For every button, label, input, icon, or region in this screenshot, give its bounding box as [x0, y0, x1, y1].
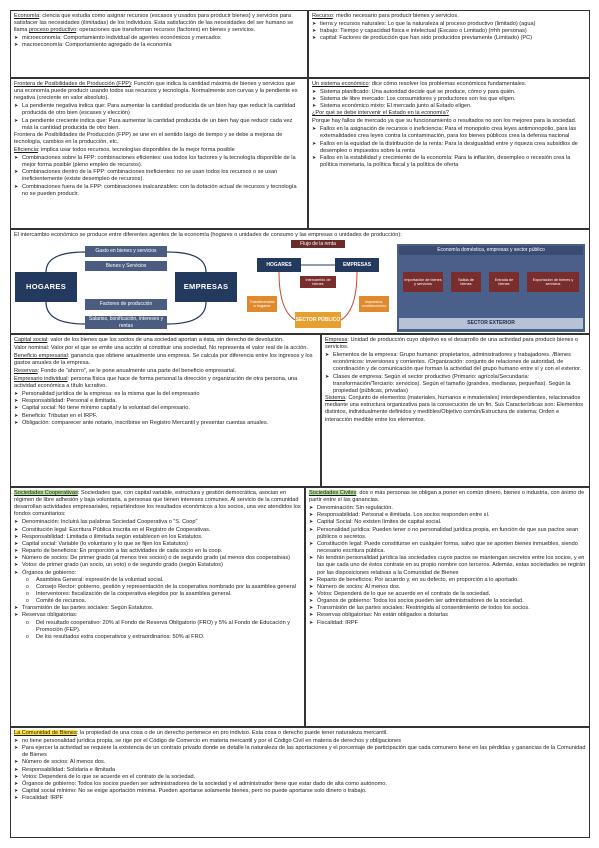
economia-term: Economía — [14, 13, 40, 19]
factores-flow: Factores de producción — [85, 299, 167, 310]
reservas-term: Reservas — [14, 368, 38, 375]
recurso-text: : medio necesario para producir bienes y servicios. — [332, 13, 459, 19]
empresa-box — [321, 334, 590, 487]
empresario-bullet: ➤ Obligación: comparecer ante notario, inscribirse en Registro Mercantil y presentar cuentas anuales. — [14, 420, 317, 427]
micro-bullet: ➤ microeconomía: Comportamiento individual de agentes económicos y mercados — [14, 35, 304, 42]
valor-nominal-text: Valor nominal: Valor por el que se emite una acción al constituir una sociedad. No representa el valor real de la acción. — [14, 344, 308, 351]
empresario-bullet: ➤ Responsabilidad: Personal e ilimitada. — [14, 398, 317, 405]
comunidad-bullet: ➤ Votos: Dependerá de lo que se acuerde en el contrato de la sociedad. — [14, 774, 586, 781]
sector-exterior-label: SECTOR EXTERIOR — [399, 318, 583, 329]
coop-bullet: ➤ Responsabilidad: Limitada o ilimitada según establecen en los Estatutos. — [14, 534, 301, 541]
sector-publico-node: SECTOR PÚBLICO — [295, 312, 341, 328]
recurso-term: Recurso — [312, 13, 333, 19]
flujo-circular-diagram — [10, 229, 590, 334]
estado-answer: Porque hay fallos de mercado ya que su funcionamiento o resultados no son los mejores para la sociedad. — [312, 118, 577, 125]
sistema-term: Sistema — [325, 395, 346, 402]
empresario-bullet: ➤ Capital social: No tiene mínimo capital y la voluntad del empresario. — [14, 405, 317, 412]
coop-bullet: ➤ Órganos de gobierno: — [14, 570, 301, 577]
salarios-flow: Salarios, bonificación, intereses y rentas — [85, 316, 167, 329]
empresa-term: Empresa — [325, 337, 348, 343]
economia-paragraph — [14, 13, 304, 34]
beneficio-text: : ganancia que obtiene anualmente una empresa. Se calcula por diferencia entre los ingresos y los gastos anuales de la empresa. — [14, 352, 313, 367]
civil-bullet: ➤ Transmisión de las partes sociales: Restringida al consentimiento de todos los socios. — [309, 605, 586, 612]
organo-item: o Asamblea General: expresión de la voluntad social. — [14, 577, 301, 584]
cooperativas-box — [10, 487, 305, 727]
empresas-node: EMPRESAS — [175, 272, 237, 302]
coop-bullet: ➤ Transmisión de las partes sociales: Según Estatutos. — [14, 605, 301, 612]
gasto-flow: Gasto en bienes y servicios — [85, 246, 167, 257]
empresario-bullet: ➤ Beneficio: Tributan en el IRPF. — [14, 413, 317, 420]
fallo-bullet: ➤ Fallos en la asignación de recursos o ineficiencia: Para el monopolio crea leyes antimonopolio, para las externalidades crea leyes contra la contaminación, para los bienes públicos crea la defensa nacional — [312, 126, 586, 140]
economia-domestica-label: Economía doméstica, empresas y sector público — [399, 246, 583, 255]
coop-bullet: ➤ Denominación: Incluirá las palabras Sociedad Cooperativa o “S. Coop” — [14, 519, 301, 526]
middle-flow-arrows — [243, 240, 393, 332]
organo-item: o Interventores: fiscalización de la cooperativa elegidos por la asamblea general. — [14, 591, 301, 598]
reservas-text: : Fondo de “ahorro”, se le pone anualmente una parte del beneficio empresarial. — [37, 368, 237, 375]
fallo-bullet: ➤ Fallos en la estabilidad y crecimiento de la economía: Para la inflación, desempleo o recesión crea la política monetaria, la política fiscal y la política de oferta — [312, 155, 586, 169]
recurso-bullet: ➤ trabajo: Tiempo y capacidad física e intelectual (Escaso o Limitado) (rrhh personas) — [312, 28, 586, 35]
coop-bullet: ➤ Votos: de primer grado (un socio, un voto) o de segundo grado (según Estatutos) — [14, 562, 301, 569]
sistema-economico-text: : dice cómo resolver los problemas económicos fundamentales. — [368, 81, 527, 87]
civil-bullet: ➤ Capital Social: No existen límites de capital social. — [309, 519, 586, 526]
diagram-title: El intercambio económico se produce entre diferentes agentes de la economía (hogares o unidades de consumo y las empresas o unidades de producción): — [14, 232, 402, 238]
empresario-text: : persona física que hace de forma personal la dirección y organización de otra persona, una actividad económica a título lucrativo. — [14, 375, 298, 390]
sistema-bullet: ➤ Sistema planificado: Una autoridad decide qué se produce, cómo y para quién. — [312, 89, 586, 96]
coop-bullet: ➤ Reservas obligatorias: — [14, 612, 301, 619]
coop-bullet: ➤ Número de socios: De primer grado (al menos tres socios) o de segundo grado (al menos dos cooperativas) — [14, 555, 301, 562]
sistema-bullet: ➤ Sistema económico mixto: El mercado junto al Estado eligen. — [312, 103, 586, 110]
capital-social-box — [10, 334, 321, 487]
economia-box — [10, 10, 308, 78]
hogares-middle-node: HOGARES — [257, 258, 301, 272]
recurso-box — [308, 10, 590, 78]
civil-bullet: ➤ Constitución legal: Puede constituirse en cualquier forma, salvo que se aporten bienes inmuebles, siendo necesario escritura pública. — [309, 541, 586, 555]
civiles-box — [305, 487, 590, 727]
hogares-node: HOGARES — [15, 272, 77, 302]
civil-bullet: ➤ Órganos de gobierno: Todos los socios pueden ser administradores de la sociedad. — [309, 598, 586, 605]
civil-bullet: ➤ Reparto de beneficios: Por acuerdo y, en su defecto, en proporción a lo aportado. — [309, 577, 586, 584]
reserva-item: o De los resultados extra cooperativos y extraordinarios: 50% al FRO. — [14, 634, 301, 641]
coop-bullet: ➤ Capital social: Variable (lo voluntario y lo que se fijen los Estatutos) — [14, 541, 301, 548]
diagram-right — [397, 244, 585, 332]
empresas-middle-node: EMPRESAS — [335, 258, 379, 272]
fpp-term: Frontera de Posibilidades de Producción (FPP) — [14, 81, 131, 87]
macro-bullet: ➤ macroeconomía: Comportamiento agregado de la economía — [14, 42, 304, 49]
cooperativas-text: : Sociedades que, con capital variable, estructura y gestión democrática, asocian en régimen de libre adhesión y baja voluntaria, a personas que tienen intereses comunes. Al servicio de la comunidad desarrollan actividades empresariales, repartiéndose los resultados económicos a los socios, una vez atendidos los fondos comunitarios: — [14, 490, 301, 518]
bienes-flow: Bienes y Servicios — [85, 261, 167, 271]
left-flow-arrows — [15, 244, 240, 332]
civiles-text: : dos o más personas se obligan a poner en común dinero, bienes o industria, con ánimo de partir entre sí las ganancias. — [309, 490, 585, 504]
fpp-comb-bullet: ➤ Combinaciones dentro de la FPP: combinaciones ineficientes: no se usan todos los recursos o se usan ineficientemente (existe desempleo de recursos). — [14, 169, 304, 183]
comunidad-bullet: ➤ Fiscalidad: IRPF — [14, 795, 586, 802]
sistema-text: : Conjunto de elementos (materiales, humanos e inmateriales) interdependientes, relacionados mediante una estructura organizativa para la consecución de un fin. Sus Características son: Elementos distintos, individualmente definidos y medibles/Objetivo común/Estructura de sistema: Orden e interacción medible entre los elementos. — [325, 395, 584, 423]
comunidad-bullet: ➤ no tiene personalidad jurídica propia, se rige por el Código de Comercio en materia mercantil y por el Código Civil en materia de derechos y obligaciones — [14, 738, 586, 745]
comunidad-bullet: ➤ Número de socios: Al menos dos. — [14, 759, 586, 766]
empresario-bullet: ➤ Personalidad jurídica de la empresa: es la misma que la del empresario — [14, 391, 317, 398]
intercambio-node: Intercambio de bienes — [300, 276, 336, 288]
transferencias-node: Transferencias a hogares — [247, 296, 277, 312]
comunidad-bullet: ➤ Órganos de gobierno: Todos los socios pueden ser administradores de la sociedad y el administrador tiene que estar dado de alta como autónomo. — [14, 781, 586, 788]
salida-node: Salida de bienes — [451, 272, 481, 292]
civil-bullet: ➤ Número de socios: Al menos dos. — [309, 584, 586, 591]
sistema-economico-box — [308, 78, 590, 229]
flujo-renta-label: Flujo de la renta — [291, 240, 345, 248]
fpp-long-term: Frontera de Posibilidades de Producción (FPP) se une en el sentido largo de tiempo y se debe a mejoras de tecnología, cambios en la producción, etc. — [14, 131, 283, 146]
fpp-comb-bullet: ➤ Combinaciones sobre la FPP: combinaciones eficientes: usa todos los factores y la tecnología disponible de la mejor forma posible (pleno empleo de recursos). — [14, 155, 304, 169]
economia-text: : ciencia que estudia como asignar recursos (escasos y usados para producir bienes) y servicios para satisfacer las necesidades (ilimitadas) de los individuos. Esta satisfacción de las necesidades del ser humano se llama — [14, 13, 294, 34]
importacion-node: Importación de bienes y servicios — [403, 272, 443, 292]
civil-bullet: ➤ Fiscalidad: IRPF — [309, 620, 586, 627]
capital-social-term: Capital social — [14, 337, 48, 343]
organo-item: o Comité de recursos. — [14, 598, 301, 605]
sistema-economico-term: Un sistema económico — [312, 81, 369, 87]
empresa-bullet: ➤ Clases de empresa: Según el sector productivo (Primario: agrícola/Secundaria: transformación/Terciario: servicios). Según el tamaño (grandes, medianas, pequeñas). Según la propiedad (públicas, privadas) — [325, 374, 586, 395]
empresa-text: : Unidad de producción cuyo objetivo es el desarrollo de una actividad para producir bienes o servicios. — [325, 337, 579, 351]
civil-bullet: ➤ Votos: Dependerá de lo que se acuerde en el contrato de la sociedad. — [309, 591, 586, 598]
organo-item: o Consejo Rector: gobierno, gestión y representación de la cooperativa nombrado por la asamblea general — [14, 584, 301, 591]
eficiencia-text: : implica usar todos recursos, tecnologías disponibles de la mejor forma posible — [37, 147, 235, 153]
fpp-text: : Función que indica la cantidad máxima de bienes y servicios que una economía puede producir usando todos sus recursos y tecnología. Normalmente son curvas y la pendiente es negativa (creciente en valor absoluto). — [14, 81, 298, 102]
comunidad-text: : la propiedad de una cosa o de un derecho pertenece en pro indiviso. Esta cosa o derecho puede tener naturaleza mercantil. — [76, 730, 388, 736]
eficiencia-term: Eficiencia — [14, 147, 38, 153]
estado-question: ¿Por qué se debe intervenir el Estado en la economía? — [312, 110, 449, 117]
reserva-item: o Del resultado cooperativo: 20% al Fondo de Reserva Obligatorio (FRO) y 5% al Fondo de Educación y Promoción (FEP). — [14, 620, 301, 634]
entrada-node: Entrada de bienes — [489, 272, 519, 292]
civiles-term: Sociedades Civiles — [309, 490, 357, 496]
coop-bullet: ➤ Reparto de beneficios: En proporción a las actividades de cada socio en la coop. — [14, 548, 301, 555]
exportacion-node: Exportación de bienes y servicios — [527, 272, 579, 292]
sistema-bullet: ➤ Sistema de libre mercado: Los consumidores y productores son los que eligen. — [312, 96, 586, 103]
fpp-bullet: ➤ La pendiente creciente indica que: Para aumentar la cantidad producida de un bien hay que reducir cada vez más la cantidad producida de otro bien. — [14, 118, 304, 132]
cooperativas-term: Sociedades Cooperativas — [14, 490, 78, 496]
recurso-bullet: ➤ capital: Factores de producción que han sido producidos previamente (Limitado) (PC) — [312, 35, 586, 42]
coop-bullet: ➤ Constitución legal: Escritura Pública inscrita en el Registro de Cooperativas. — [14, 527, 301, 534]
empresa-bullet: ➤ Elementos de la empresa: Grupo humano: propietarios, administradores y trabajadores. /Bienes económicos: inversiones y corrientes. /Organización: conjunto de relaciones de autoridad, de coordinación y de comunicación que forman la actividad del grupo humano entre sí y con el exterior. — [325, 352, 586, 373]
fpp-bullet: ➤ La pendiente negativa indica que: Para aumentar la cantidad producida de un bien hay que reducir la cantidad producida de otro bien (escases y elección) — [14, 103, 304, 117]
empresario-term: Empresario individual — [14, 375, 68, 382]
impuestos-node: Impuestos, contribuciones — [359, 296, 389, 312]
civil-bullet: ➤ Responsabilidad: Personal e ilimitada. Los socios responden entre sí. — [309, 512, 586, 519]
comunidad-bullet: ➤ Para ejercer la actividad se requiere la existencia de un contrato privado donde se detalle la naturaleza de las aportaciones y el porcentaje de participación que cada comunero tiene en las pérdidas y ganancias de la Comunidad de Bienes — [14, 745, 586, 759]
capital-social-text: : valor de los bienes que los socios de una sociedad aportan a ésta, sin derecho de devolución. — [47, 337, 284, 343]
comunidad-term: La Comunidad de Bienes — [14, 730, 77, 736]
fpp-comb-bullet: ➤ Combinaciones fuera de la FPP: combinaciones inalcanzables: con la dotación actual de recursos y tecnología no se pueden producir. — [14, 184, 304, 198]
fpp-box — [10, 78, 308, 229]
proceso-text: : operaciones que transforman recursos (factores) en bienes y servicios. — [76, 27, 256, 34]
recurso-bullet: ➤ tierra y recursos naturales: Lo que la naturaleza al proceso productivo (limitado) (agua) — [312, 21, 586, 28]
civil-bullet: ➤ Reservas obligatorias: No están obligados a dotarlas — [309, 612, 586, 619]
civil-bullet: ➤ No tendrán personalidad jurídica las sociedades cuyos pactos se mantengan secretos entre los socios, y en las que cada uno de éstos contrate en su propio nombre con terceros. Además, estas sociedades se regirán por las disposiciones relativas a la Comunidad de Bienes — [309, 555, 586, 576]
proceso-term: proceso productivo — [28, 27, 77, 34]
diagram-left — [15, 244, 240, 332]
civil-bullet: ➤ Personalidad jurídica: Pueden tener o no personalidad jurídica propia, en función de que sus pactos sean públicos o secretos. — [309, 527, 586, 541]
beneficio-term: Beneficio empresarial — [14, 352, 68, 359]
civil-bullet: ➤ Denominación: Sin regulación. — [309, 505, 586, 512]
fallo-bullet: ➤ Fallos en la equidad de la distribución de la renta: Para la desigualdad entre y riqueza crea subsidios de desempleo o impuestos sobre la renta — [312, 141, 586, 155]
comunidad-bullet: ➤ Capital social mínimo: No se exige aportación mínima. Pueden aportarse solamente bienes, pero no puede aportarse solo dinero o trabajo. — [14, 788, 586, 795]
study-sheet — [10, 10, 590, 838]
diagram-middle — [243, 240, 393, 332]
comunidad-bienes-box — [10, 727, 590, 838]
comunidad-bullet: ➤ Responsabilidad: Solidaria e ilimitada — [14, 767, 586, 774]
